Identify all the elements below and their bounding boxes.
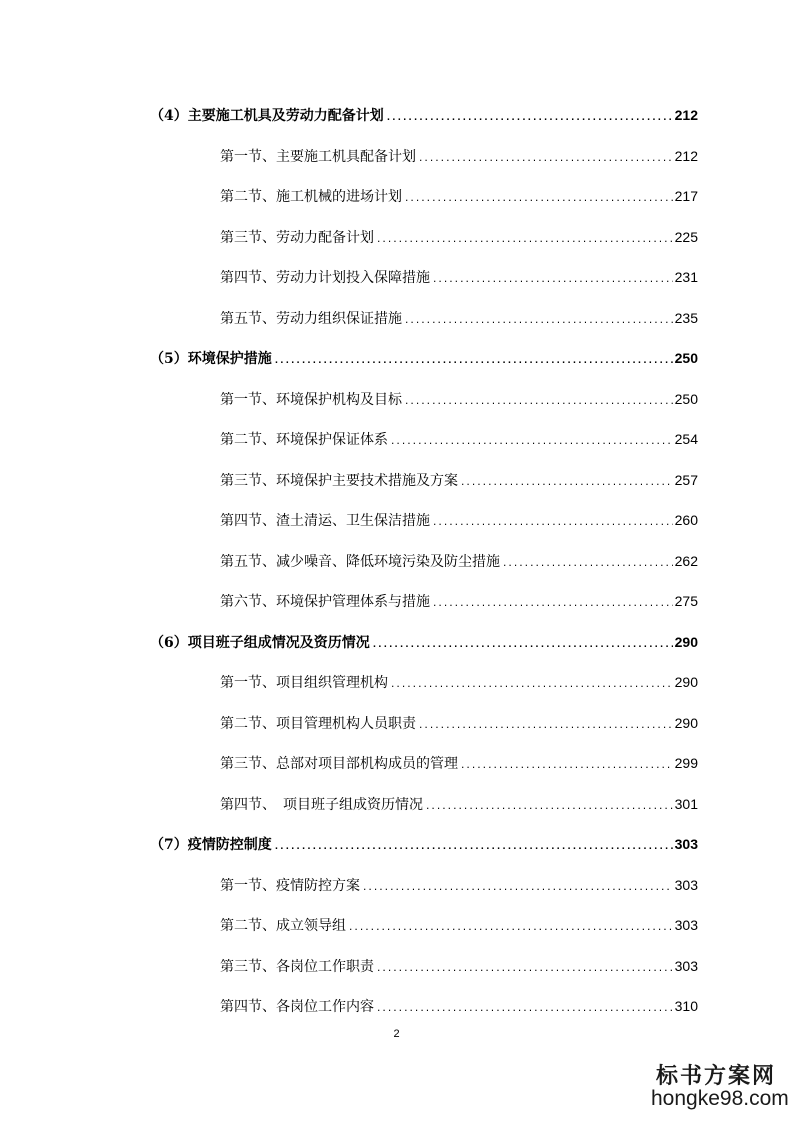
toc-entry-page: 301 — [674, 795, 698, 812]
toc-leader-dots — [274, 351, 673, 371]
toc-entry-page: 260 — [674, 512, 698, 528]
toc-leader-dots — [432, 594, 673, 614]
toc-entry-title: 第二节、施工机械的进场计划 — [220, 189, 402, 205]
toc-entry-title: （5）环境保护措施 — [150, 351, 272, 367]
toc-entry-title: 第一节、疫情防控方案 — [220, 877, 360, 894]
toc-leader-dots — [460, 473, 673, 493]
toc-leader-dots — [362, 878, 673, 898]
toc-entry-title: 第一节、环境保护机构及目标 — [220, 391, 402, 408]
toc-leader-dots — [404, 311, 673, 331]
toc-entry-title: 第四节、劳动力计划投入保障措施 — [220, 270, 430, 286]
toc-entry-page: 303 — [674, 917, 698, 933]
toc-entry-title: 第三节、劳动力配备计划 — [220, 229, 374, 246]
toc-section-entry[interactable] — [220, 875, 698, 898]
toc-section-entry[interactable] — [220, 470, 698, 493]
site-watermark — [651, 1063, 789, 1110]
watermark-title: 标书方案网 — [655, 1063, 776, 1089]
toc-entry-page: 250 — [674, 390, 698, 407]
toc-entry-title: 第三节、环境保护主要技术措施及方案 — [220, 472, 458, 489]
toc-leader-dots — [418, 149, 673, 169]
toc-section-entry[interactable] — [220, 713, 698, 736]
toc-entry-page: 231 — [674, 269, 698, 285]
toc-entry-title: 第二节、成立领导组 — [220, 918, 346, 934]
toc-section-entry[interactable] — [220, 672, 698, 695]
page-number: 2 — [393, 1028, 400, 1040]
toc-leader-dots — [418, 716, 673, 736]
toc-section-entry[interactable] — [220, 915, 698, 938]
toc-section-entry[interactable] — [220, 267, 698, 290]
toc-leader-dots — [404, 189, 673, 209]
toc-entry-title: 第五节、劳动力组织保证措施 — [220, 310, 402, 327]
toc-entry-page: 303 — [674, 836, 698, 852]
toc-entry-page: 257 — [674, 471, 698, 488]
toc-section-entry[interactable] — [220, 794, 698, 817]
toc-leader-dots — [376, 999, 673, 1019]
toc-leader-dots — [432, 513, 673, 533]
toc-entry-title: （7）疫情防控制度 — [150, 837, 272, 853]
toc-section-entry[interactable] — [220, 510, 698, 533]
toc-leader-dots — [274, 837, 673, 857]
toc-section-entry[interactable] — [220, 956, 698, 979]
toc-leader-dots — [404, 392, 673, 412]
toc-section-entry[interactable] — [220, 146, 698, 169]
toc-section-entry[interactable] — [220, 186, 698, 209]
toc-section-entry[interactable] — [220, 227, 698, 250]
toc-entry-page: 250 — [674, 350, 698, 366]
toc-entry-title: （4）主要施工机具及劳动力配备计划 — [150, 108, 384, 124]
toc-leader-dots — [348, 918, 673, 938]
toc-entry-title: 第四节、 项目班子组成资历情况 — [220, 796, 423, 813]
toc-section-entry[interactable] — [220, 753, 698, 776]
toc-entry-title: 第三节、各岗位工作职责 — [220, 958, 374, 975]
toc-entry-page: 212 — [674, 147, 698, 164]
toc-entry-title: （6）项目班子组成情况及资历情况 — [150, 634, 370, 651]
toc-entry-title: 第一节、项目组织管理机构 — [220, 675, 388, 691]
toc-entry-page: 217 — [674, 188, 698, 204]
toc-entry-page: 212 — [674, 107, 698, 123]
toc-entry-title: 第四节、各岗位工作内容 — [220, 999, 374, 1015]
toc-entry-page: 290 — [674, 674, 698, 690]
toc-leader-dots — [432, 270, 673, 290]
toc-section-entry[interactable] — [220, 551, 698, 574]
toc-entry-page: 310 — [674, 998, 698, 1014]
toc-entry-page: 299 — [674, 755, 698, 771]
toc-entry-title: 第一节、主要施工机具配备计划 — [220, 148, 416, 165]
toc-leader-dots — [390, 432, 673, 452]
toc-entry-page: 225 — [674, 228, 698, 245]
toc-section-entry[interactable] — [220, 591, 698, 614]
toc-entry-title: 第二节、项目管理机构人员职责 — [220, 715, 416, 732]
toc-entry-title: 第六节、环境保护管理体系与措施 — [220, 594, 430, 610]
toc-entry-title: 第三节、总部对项目部机构成员的管理 — [220, 756, 458, 772]
toc-leader-dots — [502, 554, 673, 574]
toc-leader-dots — [386, 108, 673, 128]
toc-chapter-entry[interactable] — [150, 632, 698, 655]
toc-entry-page: 262 — [674, 552, 698, 569]
toc-leader-dots — [460, 756, 673, 776]
toc-entry-page: 290 — [674, 714, 698, 731]
toc-entry-page: 235 — [674, 309, 698, 326]
toc-chapter-entry[interactable] — [150, 105, 698, 128]
toc-chapter-entry[interactable] — [150, 348, 698, 371]
toc-leader-dots — [372, 635, 673, 655]
toc-section-entry[interactable] — [220, 429, 698, 452]
toc-leader-dots — [376, 959, 673, 979]
toc-entry-page: 290 — [674, 633, 698, 650]
toc-chapter-entry[interactable] — [150, 834, 698, 857]
toc-entry-page: 275 — [674, 593, 698, 609]
toc-entry-title: 第二节、环境保护保证体系 — [220, 432, 388, 448]
toc-leader-dots — [390, 675, 673, 695]
toc-entry-page: 254 — [674, 431, 698, 447]
toc-section-entry[interactable] — [220, 389, 698, 412]
toc-entry-title: 第五节、减少噪音、降低环境污染及防尘措施 — [220, 553, 500, 570]
watermark-url: hongke98.com — [651, 1087, 789, 1110]
toc-leader-dots — [376, 230, 673, 250]
toc-section-entry[interactable] — [220, 996, 698, 1019]
toc-entry-page: 303 — [674, 957, 698, 974]
toc-entry-title: 第四节、渣土清运、卫生保洁措施 — [220, 513, 430, 529]
toc-section-entry[interactable] — [220, 308, 698, 331]
toc-leader-dots — [425, 797, 673, 817]
toc-entry-page: 303 — [674, 876, 698, 893]
